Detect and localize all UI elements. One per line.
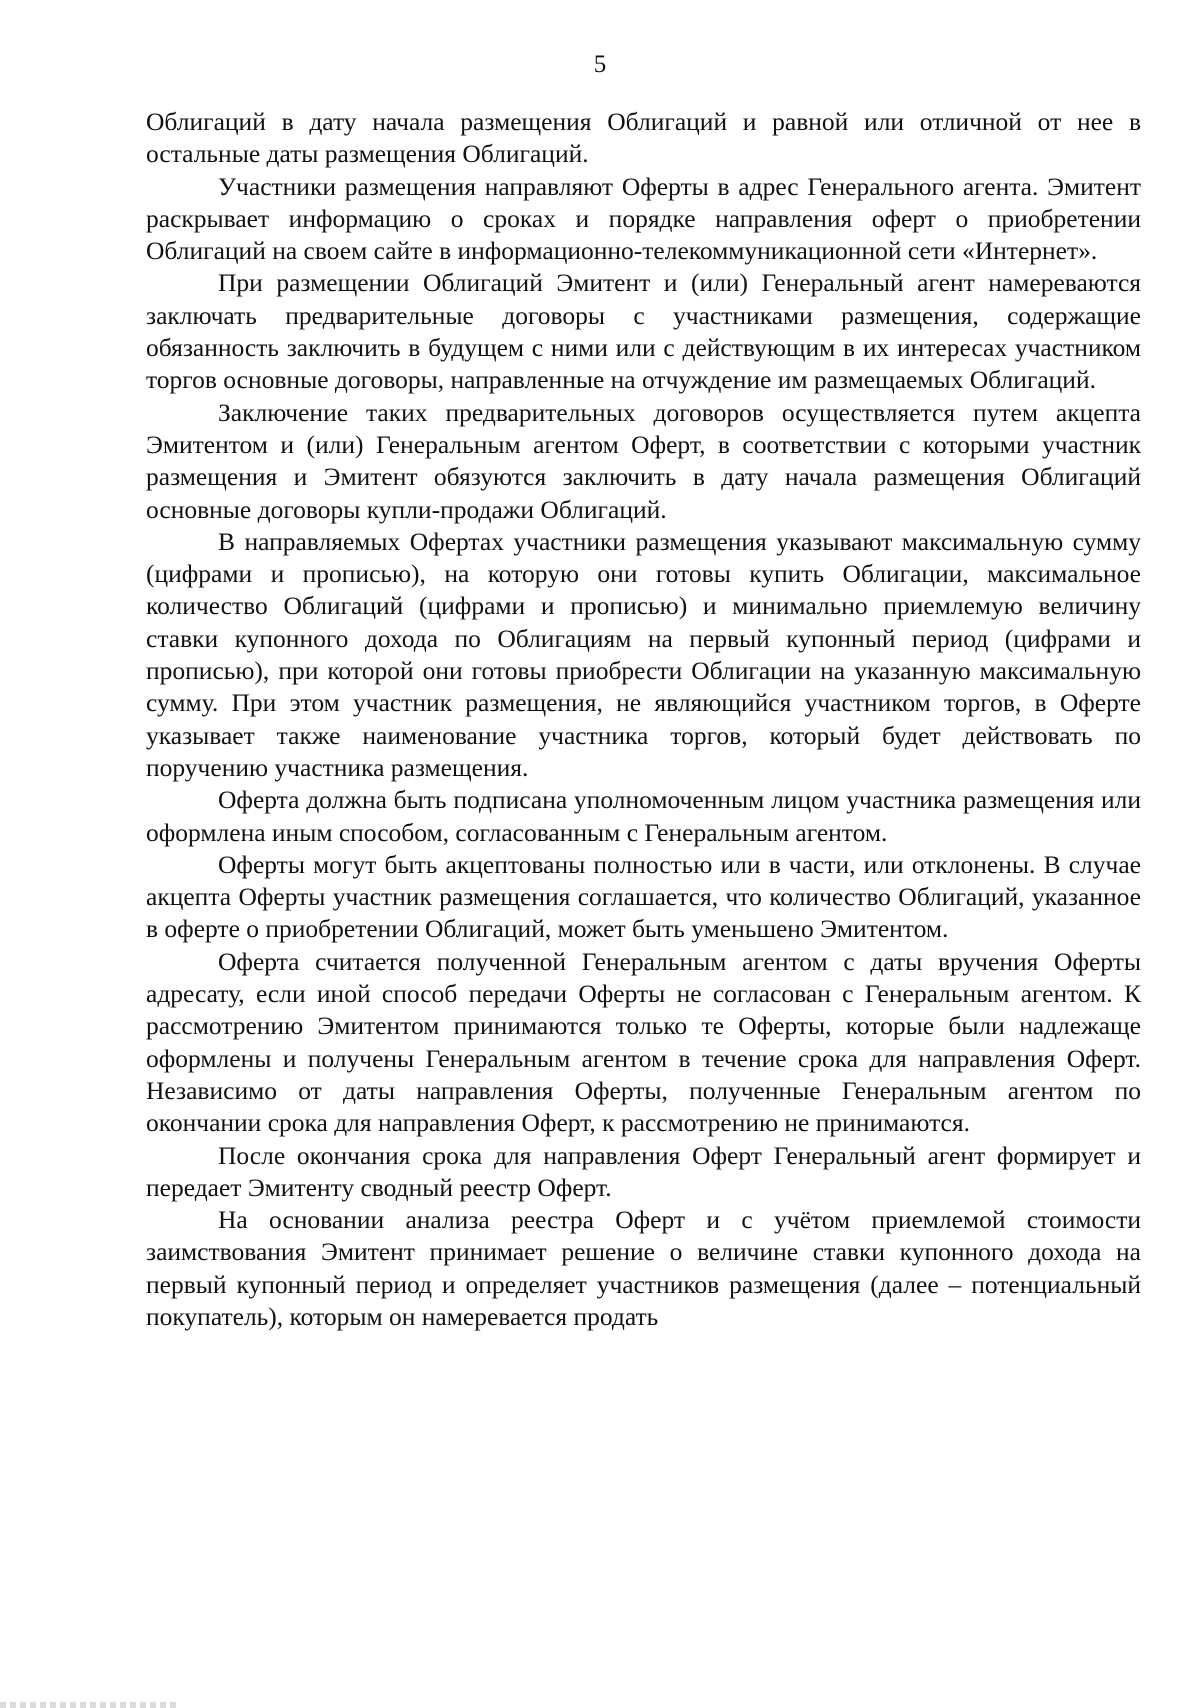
paragraph: Оферта должна быть подписана уполномоченным лицом участника размещения или оформлена иным способом, согласованным с Генеральным агентом.	[146, 785, 1141, 847]
paragraph: Заключение таких предварительных договоров осуществляется путем акцепта Эмитентом и (или) Генеральным агентом Оферт, в соответствии с которыми участник размещения и Эмитент обязуются заключить в дату начала размещения Облигаций основные договоры купли-продажи Облигаций.	[146, 397, 1141, 524]
paragraph: Участники размещения направляют Оферты в адрес Генерального агента. Эмитент раскрывает информацию о сроках и порядке направления оферт о приобретении Облигаций на своем сайте в информационно-телекоммуникационной сети «Интернет».	[146, 171, 1141, 266]
document-body	[146, 106, 1141, 1333]
paragraph: Облигаций в дату начала размещения Облигаций и равной или отличной от нее в остальные даты размещения Облигаций.	[146, 107, 1141, 169]
paragraph: В направляемых Офертах участники размещения указывают максимальную сумму (цифрами и прописью), на которую они готовы купить Облигации, максимальное количество Облигаций (цифрами и прописью) и минимально приемлемую величину ставки купонного дохода по Облигациям на первый купонный период (цифрами и прописью), при которой они готовы приобрести Облигации на указанную максимальную сумму. При этом участник размещения, не являющийся участником торгов, в Оферте указывает также наименование участника торгов, который будет действовать по поручению участника размещения.	[146, 526, 1141, 782]
paragraph: При размещении Облигаций Эмитент и (или) Генеральный агент намереваются заключать предварительные договоры с участниками размещения, содержащие обязанность заключить в будущем с ними или с действующим в их интересах участником торгов основные договоры, направленные на отчуждение им размещаемых Облигаций.	[146, 268, 1141, 395]
page-number: 5	[593, 51, 607, 78]
scan-artifact	[0, 1702, 180, 1708]
paragraph: Оферты могут быть акцептованы полностью или в части, или отклонены. В случае акцепта Оферты участник размещения соглашается, что количество Облигаций, указанное в оферте о приобретении Облигаций, может быть уменьшено Эмитентом.	[146, 849, 1141, 944]
paragraph: После окончания срока для направления Оферт Генеральный агент формирует и передает Эмитенту сводный реестр Оферт.	[146, 1140, 1141, 1202]
paragraph: На основании анализа реестра Оферт и с учётом приемлемой стоимости заимствования Эмитент принимает решение о величине ставки купонного дохода на первый купонный период и определяет участников размещения (далее – потенциальный покупатель), которым он намеревается продать	[146, 1205, 1141, 1331]
paragraph: Оферта считается полученной Генеральным агентом с даты вручения Оферты адресату, если иной способ передачи Оферты не согласован с Генеральным агентом. К рассмотрению Эмитентом принимаются только те Оферты, которые были надлежаще оформлены и получены Генеральным агентом в течение срока для направления Оферт. Независимо от даты направления Оферты, полученные Генеральным агентом по окончании срока для направления Оферт, к рассмотрению не принимаются.	[146, 946, 1141, 1138]
